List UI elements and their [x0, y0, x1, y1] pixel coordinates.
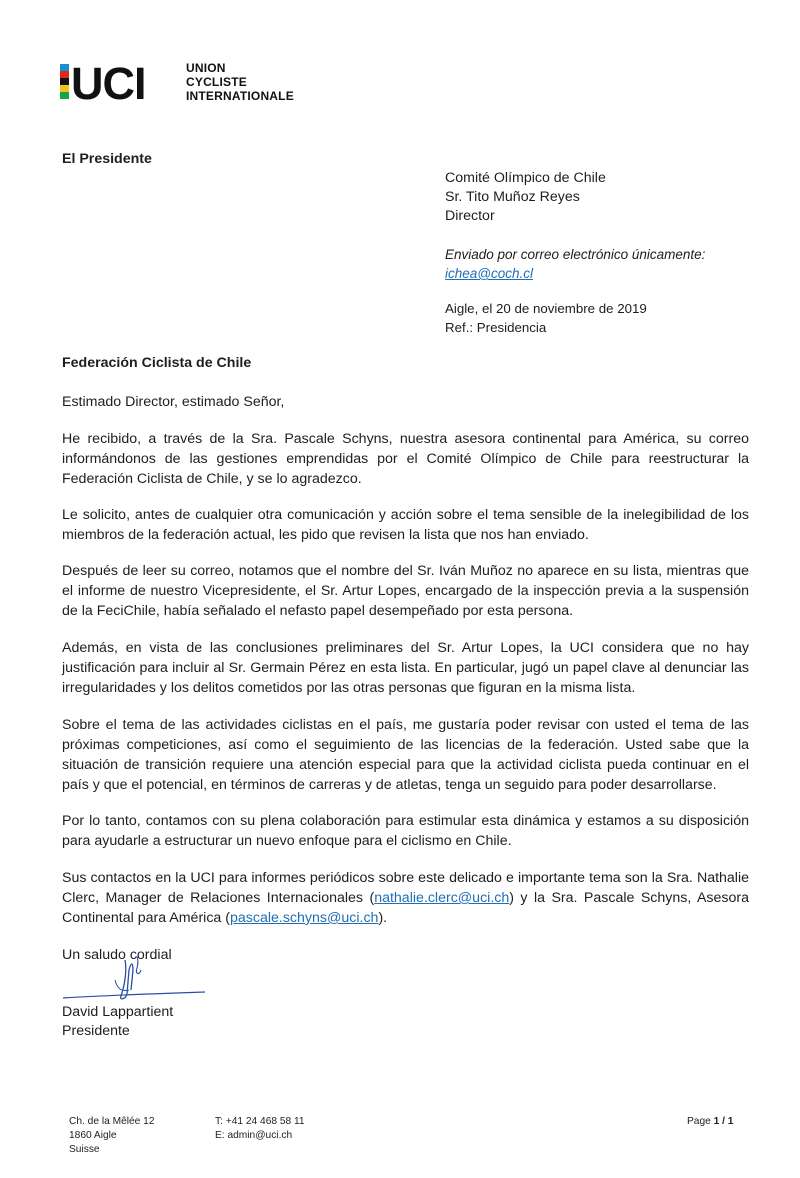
paragraph-line: Federación Ciclista de Chile, y se lo agradezco.	[62, 471, 362, 487]
paragraph-line: Después de leer su correo, notamos que el nombre del Sr. Iván Muñoz no aparece en su lista, mientras que	[62, 563, 749, 579]
recipient-role: Director	[445, 208, 495, 224]
letter-subject: Federación Ciclista de Chile	[62, 355, 252, 371]
letter-date: Aigle, el 20 de noviembre de 2019	[445, 301, 647, 316]
paragraph-5	[62, 715, 749, 795]
recipient-org: Comité Olímpico de Chile	[445, 170, 606, 186]
paragraph-line: de la FeciChile, había señalado el nefasto papel desempeñado por esta persona.	[62, 603, 574, 619]
footer-address	[69, 1115, 155, 1157]
paragraph-text: Clerc, Manager de Relaciones Internacionales (	[62, 890, 375, 906]
paragraph-line: Sobre el tema de las actividades ciclistas en el país, me gustaría poder revisar con usted el tema de las	[62, 717, 749, 733]
paragraph-line	[62, 888, 749, 908]
signatory-name: David Lappartient	[62, 1004, 174, 1020]
letter-reference: Ref.: Presidencia	[445, 320, 547, 335]
paragraph-line: el informe de nuestro Vicepresidente, el Sr. Artur Lopes, encargado de la inspección previa a la suspensión	[62, 583, 749, 599]
logo-line-2: CYCLISTE	[186, 75, 247, 89]
delivery-note	[445, 245, 705, 283]
footer-contact	[215, 1115, 305, 1143]
paragraph-line: Le solicito, antes de cualquier otra comunicación y acción sobre el tema sensible de la inelegibilidad de los	[62, 507, 749, 523]
closing-line: Un saludo cordial	[62, 947, 172, 963]
paragraph-line: próximas competiciones, así como el seguimiento de las licencias de la federación. Usted sabe que la	[62, 737, 749, 753]
logo-wordmark: UCI	[71, 60, 146, 104]
signatory-block	[62, 1003, 173, 1041]
handwritten-signature	[55, 940, 215, 1010]
footer-address-line: 1860 Aigle	[69, 1130, 117, 1141]
footer-address-line: Ch. de la Mêlée 12	[69, 1116, 155, 1127]
paragraph-text: ) y la Sra. Pascale Schyns, Asesora	[509, 890, 750, 906]
recipient-email-link[interactable]: ichea@coch.cl	[445, 266, 533, 281]
paragraph-3	[62, 561, 749, 621]
nathalie-email-link[interactable]: nathalie.clerc@uci.ch	[374, 890, 510, 906]
footer-phone: T: +41 24 468 58 11	[215, 1116, 305, 1127]
paragraph-line	[62, 908, 749, 928]
logo-line-1: UNION	[186, 61, 226, 75]
date-block	[445, 299, 647, 337]
pascale-email-link[interactable]: pascale.schyns@uci.ch	[229, 910, 379, 926]
paragraph-line: miembros de la federación actual, les pido que revisen la lista que nos han enviado.	[62, 527, 589, 543]
paragraph-4	[62, 638, 749, 698]
paragraph-line: país y que el potencial, en términos de carreras y de atletas, tenga un seguido para poder desarrollarse.	[62, 777, 717, 793]
salutation: Estimado Director, estimado Señor,	[62, 394, 285, 410]
paragraph-1	[62, 429, 749, 489]
paragraph-7	[62, 868, 749, 928]
logo-line-3: INTERNATIONALE	[186, 89, 294, 103]
page-label: Page	[687, 1116, 714, 1127]
paragraph-line: informándonos de las gestiones emprendidas por el Comité Olímpico de Chile para reestructurar la	[62, 451, 749, 467]
paragraph-line: Además, en vista de las conclusiones preliminares del Sr. Artur Lopes, la UCI considera que no hay	[62, 640, 749, 656]
paragraph-line: He recibido, a través de la Sra. Pascale Schyns, nuestra asesora continental para América, su correo	[62, 431, 749, 447]
recipient-name: Sr. Tito Muñoz Reyes	[445, 189, 580, 205]
paragraph-6	[62, 811, 749, 851]
paragraph-2	[62, 505, 749, 545]
recipient-address	[445, 169, 606, 226]
paragraph-text: ).	[378, 910, 388, 926]
paragraph-line: irregularidades y los delitos cometidos por las otras personas que figuran en la misma lista.	[62, 680, 636, 696]
paragraph-line: situación de transición requiere una atención especial para que la actividad ciclista pueda continuar en el	[62, 757, 749, 773]
signatory-title: Presidente	[62, 1023, 130, 1039]
uci-logo	[58, 60, 294, 104]
footer-address-line: Suisse	[69, 1144, 100, 1155]
uci-wordmark-logo	[58, 60, 176, 104]
paragraph-text: Continental para América (	[62, 910, 230, 926]
paragraph-line: Sus contactos en la UCI para informes periódicos sobre este delicado e importante tema son la Sra. Nathalie	[62, 870, 749, 886]
logo-subtitle	[186, 61, 294, 103]
footer-email: E: admin@uci.ch	[215, 1130, 293, 1141]
paragraph-line: justificación para incluir al Sr. Germain Pérez en esta lista. En particular, jugó un papel clave al denunciar las	[62, 660, 749, 676]
paragraph-line: Por lo tanto, contamos con su plena colaboración para estimular esta dinámica y estamos a su disposición	[62, 813, 749, 829]
delivery-note-text: Enviado por correo electrónico únicamente:	[445, 247, 706, 262]
paragraph-line: para ayudarle a estructurar un nuevo enfoque para el ciclismo en Chile.	[62, 833, 512, 849]
sender-title: El Presidente	[62, 151, 152, 167]
page-number: 1 / 1	[713, 1116, 734, 1127]
footer-page-number	[687, 1115, 733, 1129]
